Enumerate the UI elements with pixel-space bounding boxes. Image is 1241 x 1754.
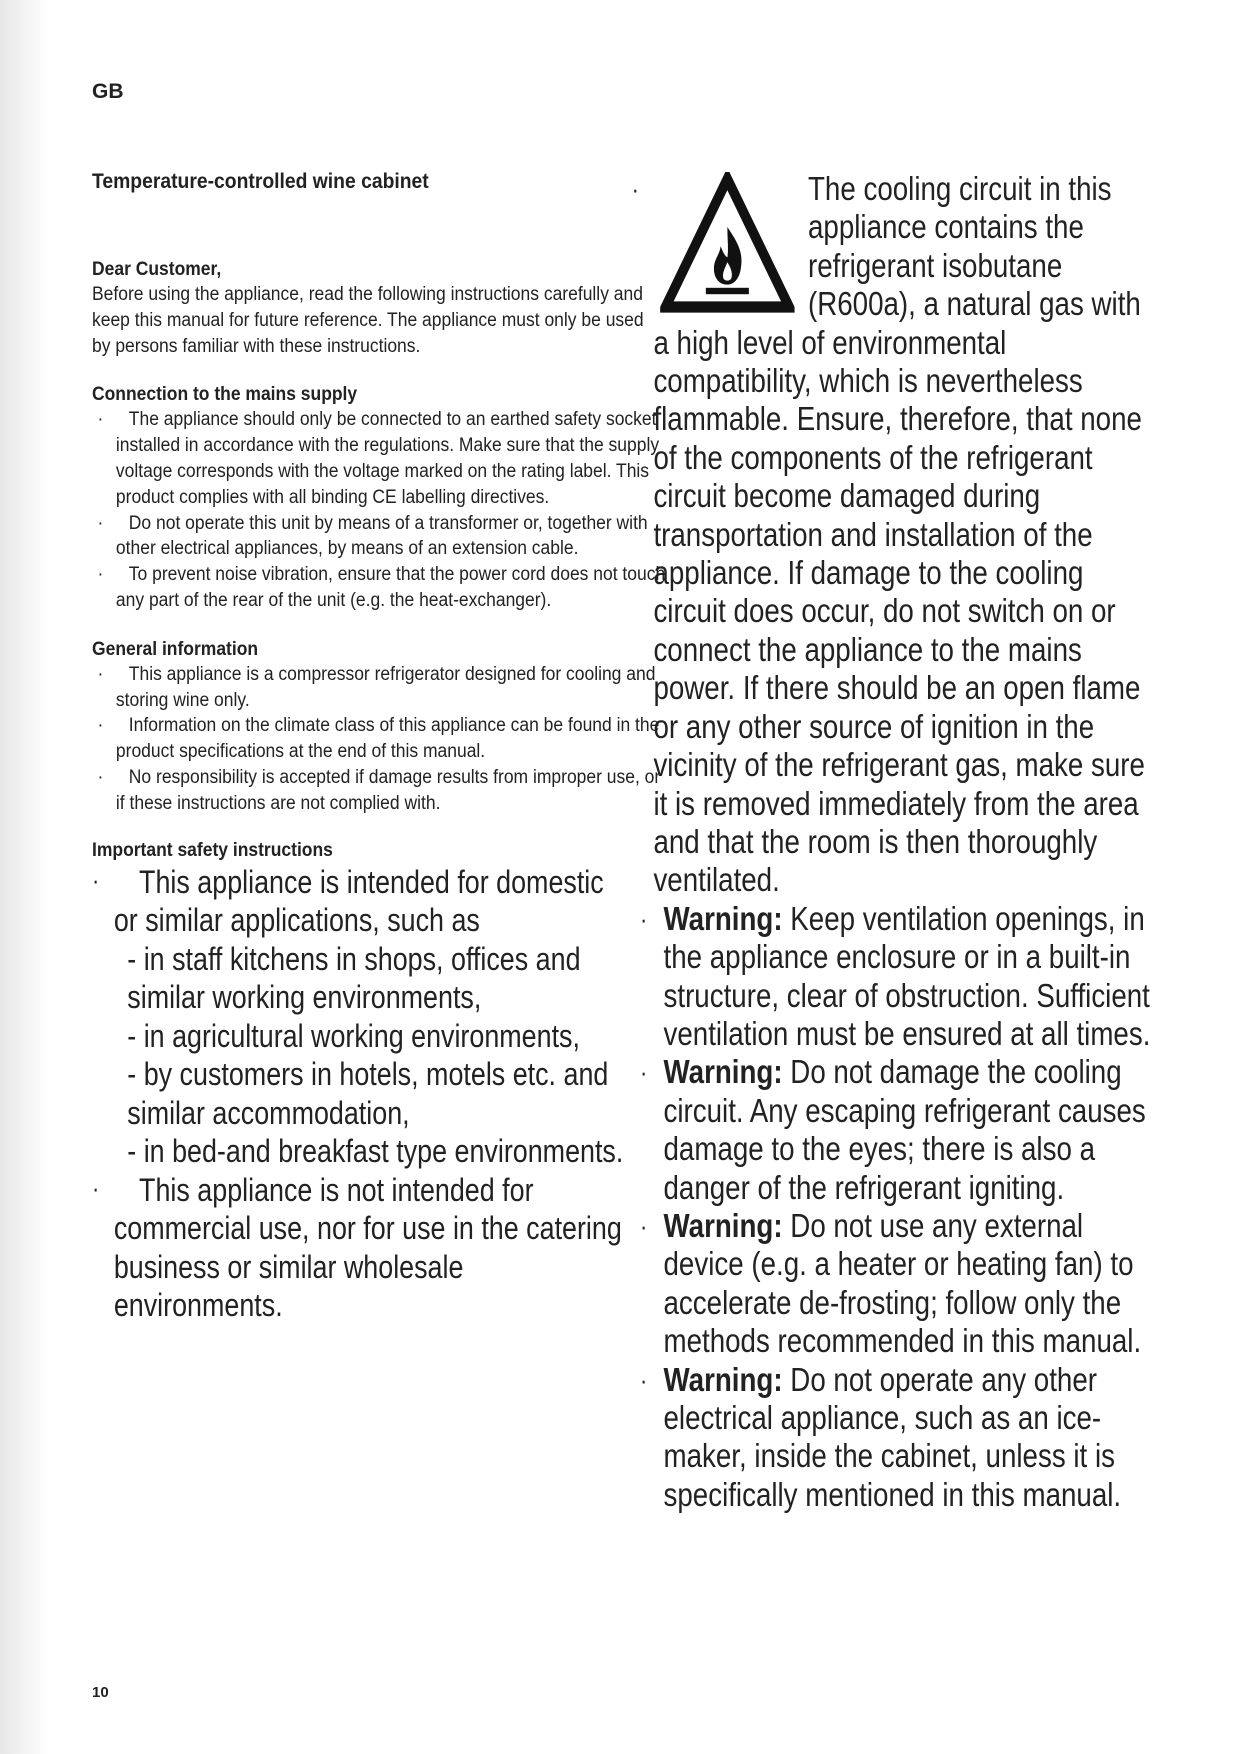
sub-item: - in staff kitchens in shops, offices and similar working environments,	[127, 940, 581, 1016]
list-item: · The cooling circuit in this appliance contains the refrigerant isobutane (R600a), a natural gas with a high level of environmental compatibility, which is nevertheless flammable. Ensure, therefore, that none of the components of the refrigerant circuit become damaged during transportation and installation of the appliance. If damage to the cooling circuit does occur, do not switch on or connect the appliance to the mains power. If there should be an open flame or any other source of ignition in the vicinity of the refrigerant gas, make sure it is removed immediately from the area and that the room is then thoroughly ventilated.	[631, 170, 1145, 899]
right-column	[631, 170, 1151, 1514]
document-title: Temperature-controlled wine cabinet	[92, 170, 429, 193]
page-number: 10	[92, 1684, 109, 1701]
sub-item: - by customers in hotels, motels etc. and similar accommodation,	[127, 1056, 609, 1131]
mains-heading: Connection to the mains supply	[92, 384, 358, 406]
list-item: · To prevent noise vibration, ensure that the power cord does not touch any part of the rear of the unit (e.g. the heat-exchanger).	[97, 564, 666, 611]
list-item: · This appliance is not intended for commercial use, nor for use in the catering business or similar wholesale environments.	[92, 1171, 622, 1324]
greeting: Dear Customer,	[92, 259, 222, 280]
list-item: · Warning: Do not damage the cooling circuit. Any escaping refrigerant causes damage to the eyes; there is also a danger of the refrigerant igniting.	[640, 1053, 1146, 1206]
flammable-warning-icon	[660, 172, 794, 314]
left-column	[92, 170, 666, 1325]
list-item: · Warning: Do not operate any other electrical appliance, such as an ice-maker, inside the cabinet, unless it is specifically mentioned in this manual.	[640, 1360, 1122, 1513]
sub-item: - in bed-and breakfast type environments.	[127, 1133, 624, 1170]
mains-list	[92, 407, 666, 613]
list-item: · This appliance is a compressor refrigerator designed for cooling and storing wine only.	[97, 663, 656, 711]
sub-item: - in agricultural working environments,	[127, 1017, 580, 1054]
list-item: · Information on the climate class of this appliance can be found in the product specifications at the end of this manual.	[97, 715, 660, 763]
list-item: · Warning: Keep ventilation openings, in the appliance enclosure or in a built-in structure, clear of obstruction. Sufficient ventilation must be ensured at all times.	[640, 899, 1151, 1052]
list-item: · No responsibility is accepted if damage results from improper use, or if these instructions are not complied with.	[97, 766, 661, 814]
general-heading: General information	[92, 638, 259, 660]
language-code: GB	[92, 80, 124, 103]
safety-heading: Important safety instructions	[92, 839, 333, 861]
list-item: · This appliance is intended for domestic or similar applications, such as - in staff kitchens in shops, offices and similar working environments, - in agricultural working environments, - by customers in hotels, motels etc. and similar accommodation, - in bed-and breakfast type environments.	[92, 863, 635, 1171]
page-edge-shadow	[0, 0, 48, 1754]
list-item: · The appliance should only be connected to an earthed safety socket installed in accordance with the regulations. Make sure that the supply voltage corresponds with the voltage marked on the rating label. This product complies with all binding CE labelling directives.	[97, 409, 660, 508]
general-list	[92, 662, 661, 817]
warnings-list	[631, 170, 1151, 1514]
list-item: · Warning: Do not use any external device (e.g. a heater or heating fan) to accelerate de-frosting; follow only the methods recommended in this manual.	[640, 1206, 1142, 1360]
list-item: · Do not operate this unit by means of a transformer or, together with other electrical appliances, by means of an extension cable.	[97, 512, 648, 560]
intro-paragraph: Before using the appliance, read the following instructions carefully and keep this manual for future reference. The appliance must only be used by persons familiar with these instructions.	[92, 284, 644, 357]
safety-list	[92, 863, 624, 1325]
